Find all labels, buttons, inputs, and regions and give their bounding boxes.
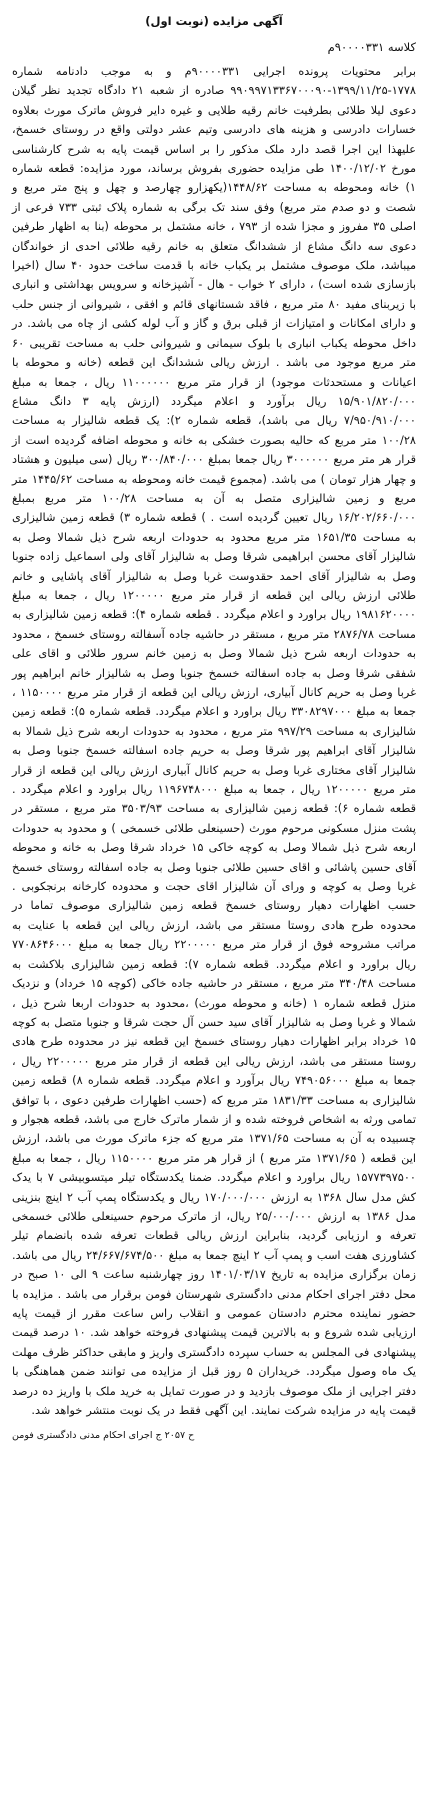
case-number: کلاسه ۹۰۰۰۰۳۳۱م	[327, 40, 416, 54]
notice-footer: ح ۲۰۵۷ ج اجرای احکام مدنی دادگستری فومن	[12, 1430, 195, 1442]
notice-title: آگهی مزایده (نوبت اول)	[145, 14, 283, 28]
notice-body: برابر محتویات پرونده اجرایی ۹۰۰۰۰۳۳۱م و به موجب دادنامه شماره ۱۷۷۸-۱۳۹۹/۱۱/۲۵-۹۹۰۹۹۷۱۳۳۶۷۰۰۰۹۰ صادره از شعبه ۲۱ دادگاه تجدید نظر گیلان دعوی لیلا طلائی بطرفیت خانم رقیه طلایی و غیره دایر فروش ماترک مورث بعلاوه خسارات دادرسی و هزینه های دادرسی وتیم عشر دولتی واقع در روستای خسمخ، علیهذا این اجرا قصد دارد ملک مذکور را بر اساس قیمت پایه به شرح کارشناسی مورخ ۱۴۰۰/۱۲/۰۲ طی مزایده حضوری بفروش برساند، مورد مزایده: قطعه شماره ۱) خانه ومحوطه به مساحت ۱۴۴۸/۶۲(یکهزارو چهارصد و چهل و پنج متر مربع و شصت و دو صدم متر مربع) وفق سند تک برگی به شماره پلاک ثبتی ۷۳۳ فرعی از اصلی ۳۵ مفروز و مجزا شده از ۷۹۳ ، خانه مشتمل بر محوطه (بنا به اظهار طرفین دعوی سه دانگ مشاع از ششدانگ متعلق به خانم رقیه طلائی احدی از خواندگان میباشد، ملک موصوف مشتمل بر یکباب خانه با قدمت ساخت حدود ۴۰ سال (اخیرا بازسازی شده است) ، دارای ۲ خواب - هال - آشپزخانه و سرویس بهداشتی و انباری با زیربنای مفید ۸۰ متر مربع ، فاقد شستانهای قائم و افقی ، شیروانی از جنس حلب و دارای امکانات و امتیازات از قبلی برق و گاز و آب لوله کشی از چاه می باشد. در داخل محوطه یکباب انباری با بلوک سیمانی و شیروانی حلب به مساحت تقریبی ۶۰ متر مربع موجود می باشد . ارزش ریالی ششدانگ این قطعه (خانه و محوطه با اعیانات و مستحدثات موجود) از قرار متر مربع ۱۱۰۰۰۰۰۰ ریال ، جمعا به مبلغ ۱۵/۹۰۱/۸۲۰/۰۰۰ ریال برآورد و اعلام میگردد (ارزش پایه ۳ دانگ مشاع ۷/۹۵۰/۹۱۰/۰۰۰ ریال می باشد)، قطعه شماره ۲): یک قطعه شالیزار به مساحت ۱۰۰/۲۸ متر مربع که حالیه بصورت خشکی به خانه و محوطه اضافه گردیده است از قرار هر متر مربع ۳۰۰۰۰۰۰ ریال جمعا بمبلغ ۳۰۰/۸۴۰/۰۰۰ ریال (سی میلیون و هشتاد و چهار هزار تومان ) می باشد. (مجموع قیمت خانه ومحوطه به مساحت ۱۴۴۵/۶۲ متر مربع و زمین شالیزاری متصل به آن به مساحت ۱۰۰/۲۸ متر مربع بمبلغ ۱۶/۲۰۲/۶۶۰/۰۰۰ ریال تعیین گردیده است . ) قطعه شماره ۳) قطعه زمین شالیزاری به مساحت ۱۶۵۱/۳۵ متر مربع محدود به حدودات اربعه شرح ذیل شمالا وصل به شالیزار آقای محسن ابراهیمی شرقا وصل به شالیزار آقای ولی اسماعیل زاده جنوبا وصل به شالیزار آقای احمد حقدوست غربا وصل به شالیزار آقای پاشایی و خانم طلائی ارزش ریالی این قطعه از قرار متر مربع ۱۲۰۰۰۰۰ ریال ، جمعا به مبلغ ۱۹۸۱۶۲۰۰۰۰ ریال براورد و اعلام میگردد . قطعه شماره ۴): قطعه زمین شالیزاری به مساحت ۲۸۷۶/۷۸ متر مربع ، مستقر در حاشیه جاده آسفالته روستای خسمخ ، محدود به حدودات اربعه شرح ذیل شمالا وصل به زمین خانم سرور طلائی و اقای علی شفقی شرقا وصل به جاده اسفالته خسمخ جنوبا وصل به شالیزار خانم ابراهیم پور غربا وصل به حریم کانال آبیاری، ارزش ریالی این قطعه از قرار متر مربع ۱۱۵۰۰۰۰ ، جمعا به مبلغ ۳۳۰۸۲۹۷۰۰۰ ریال براورد و اعلام میگردد. قطعه شماره ۵): قطعه زمین شالیزاری به مساحت ۹۹۷/۲۹ متر مربع ، محدود به حدودات اربعه شرح ذیل شمالا به شالیزار آقای ابراهیم پور شرقا وصل به حریم جاده اسفالته خسمخ جنوبا وصل به شالیزار آقای مختاری غربا وصل به حریم کانال آبیاری ارزش ریالی این قطعه از قرار متر مربع ۱۲۰۰۰۰۰ ریال ، جمعا به مبلغ ۱۱۹۶۷۴۸۰۰۰ ریال براورد و اعلام میگردد . قطعه شماره ۶): قطعه زمین شالیزاری به مساحت ۳۵۰۳/۹۳ متر مربع ، مستقر در پشت منزل مسکونی مرحوم مورث (حسینعلی طلائی خسمخی ) و محدود به حدودات اربعه شرح ذیل شمالا وصل به کوچه خاکی ۱۵ خرداد شرقا وصل به خانه و محوطه آقای حسین پاشائی و اقای حسین طلائی جنوبا وصل به جاده اسفالته روستای خسمخ غربا وصل به کوچه و ورای آن شالیزار اقای حجت و محدوده کارخانه برنجکوبی . حسب اظهارات دهیار روستای خسمخ قطعه زمین شالیزاری موصوف تماما در محدوده طرح هادی روستا مستقر می باشد، ارزش ریالی این قطعه با عنایت به مراتب مشروحه فوق از قرار متر مربع ۲۲۰۰۰۰۰ ریال جمعا به مبلغ ۷۷۰۸۶۴۶۰۰۰ ریال براورد و اعلام میگردد. قطعه شماره ۷): قطعه زمین شالیزاری بلاکشت به مساحت ۳۴۰/۴۸ متر مربع ، مستقر در حاشیه جاده خاکی (کوچه ۱۵ خرداد) و نزدیک منزل قطعه شماره ۱ (خانه و محوطه مورث) ،محدود به حدودات اربعا شرح ذیل ، شمالا و غربا وصل به شالیزار آقای سید حسن آل حجت شرقا و جنوبا متصل به کوچه ۱۵ خرداد برابر اظهارات دهیار روستای خسمخ این قطعه نیز در محدوده طرح هادی روستا مستقر می باشد، ارزش ریالی این قطعه از قرار متر مربع ۲۲۰۰۰۰۰ ریال ، جمعا به مبلغ ۷۴۹۰۵۶۰۰۰ ریال برآورد و اعلام میگردد. قطعه شماره ۸) قطعه زمین شالیزاری به مساحت ۱۸۳۱/۳۳ متر مربع که (حسب اظهارات طرفین دعوی ، با توافق تمامی ورثه به اشخاص فروخته شده و از شمار ماترک خارج می باشد، قطعه هجوار و چسبیده به آن به مساحت ۱۳۷۱/۶۵ متر مربع که جزء ماترک مورث می باشد، ارزش این قطعه ( ۱۳۷۱/۶۵ متر مربع ) از قرار هر متر مربع ۱۱۵۰۰۰۰ ریال ، جمعا به مبلغ ۱۵۷۷۳۹۷۵۰۰ ریال براورد و اعلام میگردد. ضمنا یکدستگاه تیلر میتسوبیشی ۷ با یدک کش مدل سال ۱۳۶۸ به ارزش ۱۷۰/۰۰۰/۰۰۰ ریال و یکدستگاه پمپ آب ۲ اینچ بنزینی مدل ۱۳۸۶ به ارزش ۲۵/۰۰۰/۰۰۰ ریال، از ماترک مرحوم حسینعلی طلائی خسمخی تعرفه و ارزیابی گردید، بنابراین ارزش ریالی قطعات تعرفه شده بانضمام تیلر کشاورزی هفت اسب و پمپ آب ۲ اینچ جمعا به مبلغ ۲۴/۶۶۷/۶۷۴/۵۰۰ ریال می باشد. زمان برگزاری مزایده به تاریخ ۱۴۰۱/۰۳/۱۷ روز چهارشنبه ساعت ۹ الی ۱۰ صبح در محل دفتر اجرای احکام مدنی دادگستری شهرستان فومن برقرار می باشد . مزایده با حضور نماینده محترم دادستان عمومی و انقلاب راس ساعت مقرر از قیمت پایه ارزیابی شده شروع و به بالاترین قیمت پیشنهادی فروخته خواهد شد. ۱۰ درصد قیمت پیشنهادی فی المجلس به حساب سپرده دادگستری واریز و مابقی حداکثر ظرف مهلت یک ماه وصول میگردد. خریداران ۵ روز قبل از مزایده می توانند ضمن هماهنگی با دفتر اجرایی از ملک موصوف بازدید و در صورت تمایل به خرید ملک با واریز ده درصد قیمت پایه در مزایده شرکت نمایند. این آگهی فقط در یک نوبت منتشر خواهد شد.	[12, 65, 417, 1418]
